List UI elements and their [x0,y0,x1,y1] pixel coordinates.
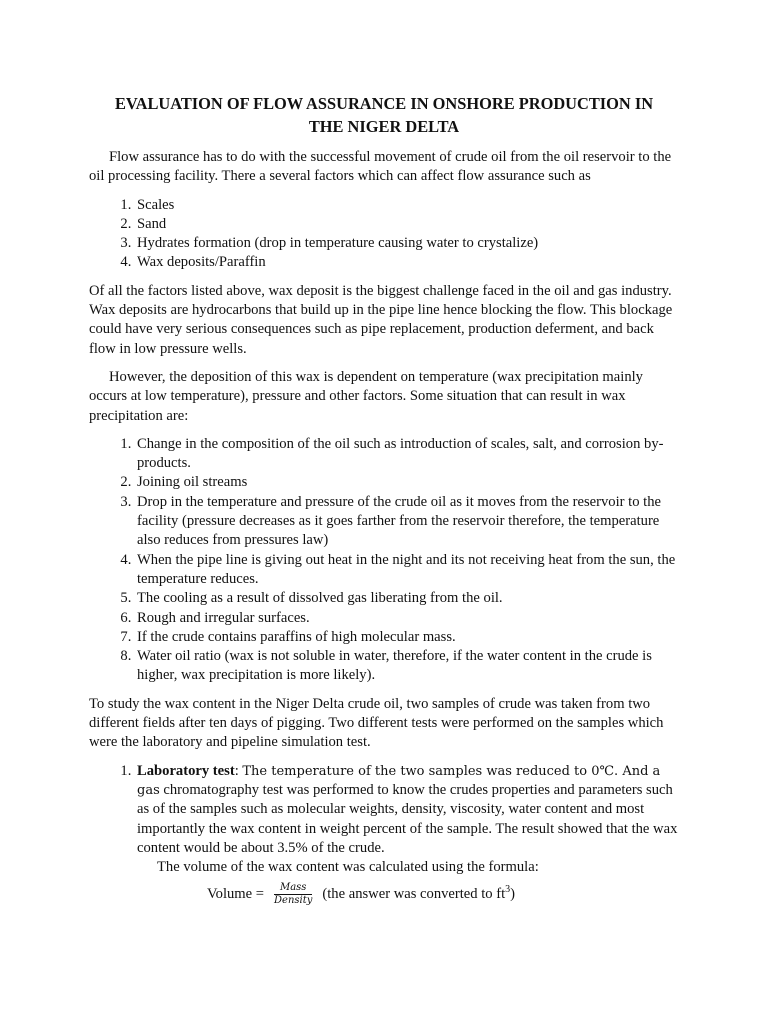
list-item: 6. Rough and irregular surfaces. [135,609,679,628]
fraction-denominator: Density [274,894,313,906]
laboratory-test-description: chromatography test was performed to know the crudes properties and parameters such as of the samples such as molecular weights, density, viscosity, water content and most importantly the wax content in weight percent of the sample. The result showed that the wax content would be about 3.5% of the crude. [137,781,678,856]
fraction-numerator: Mass [274,882,312,895]
volume-note-superscript: 3 [505,883,511,895]
document-title [89,92,679,138]
title-line-1: EVALUATION OF FLOW ASSURANCE IN ONSHORE PRODUCTION IN [114,94,654,113]
laboratory-test-colon: : [234,762,243,779]
list-item: 2. Joining oil streams [135,473,679,492]
list-item: 1. Scales [135,196,679,215]
volume-intro: The volume of the wax content was calculated using the formula: [157,859,539,876]
volume-formula [137,877,679,911]
situations-list [89,435,679,686]
list-item: 4. When the pipe line is giving out heat in the night and its not receiving heat from the sun, the temperature reduces. [135,551,679,590]
list-item: 4. Wax deposits/Paraffin [135,253,679,272]
list-item: 1. Change in the composition of the oil such as introduction of scales, salt, and corrosion by-products. [135,435,679,474]
laboratory-test-label: Laboratory test [137,762,235,779]
wax-deposit-paragraph: Of all the factors listed above, wax deposit is the biggest challenge faced in the oil and gas industry. Wax deposits are hydrocarbons that build up in the pipe line hence blocking the flow. This blockage could have very serious consequences such as pipe replacement, production deferment, and back flow in low pressure wells. [89,282,673,357]
deposition-paragraph: However, the deposition of this wax is dependent on temperature (wax precipitation mainly occurs at low temperature), pressure and other factors. Some situation that can result in wax precipitation are: [89,368,643,424]
laboratory-test-temperature-text: The temperature of the two samples was reduced to 0℃. And a gas [137,763,661,798]
list-item: 3. Drop in the temperature and pressure of the crude oil as it moves from the reservoir to the facility (pressure decreases as it goes farther from the reservoir therefore, the temperature also reduces from pressures law) [135,493,679,551]
title-line-2: THE NIGER DELTA [308,117,460,136]
laboratory-test-item [135,762,679,912]
tests-list [89,762,679,912]
list-item: 3. Hydrates formation (drop in temperature causing water to crystalize) [135,234,679,253]
list-item: 5. The cooling as a result of dissolved gas liberating from the oil. [135,589,679,608]
list-item: 2. Sand [135,215,679,234]
list-item: 8. Water oil ratio (wax is not soluble in water, therefore, if the water content in the crude is higher, wax precipitation is more likely). [135,647,679,686]
list-item: 7. If the crude contains paraffins of high molecular mass. [135,628,679,647]
volume-note-close: ) [510,885,516,902]
intro-paragraph: Flow assurance has to do with the successful movement of crude oil from the oil reservoir to the oil processing facility. There a several factors which can affect flow assurance such as [89,149,672,185]
factors-list [89,196,679,273]
document-page [89,92,679,920]
study-paragraph: To study the wax content in the Niger Delta crude oil, two samples of crude was taken from two different fields after ten days of pigging. Two different tests were performed on the samples which were the laboratory and pipeline simulation test. [89,695,664,751]
mass-density-fraction [268,882,318,907]
volume-note-text: (the answer was converted to ft [322,885,506,902]
volume-label: Volume = [207,885,265,902]
volume-note [322,885,515,904]
